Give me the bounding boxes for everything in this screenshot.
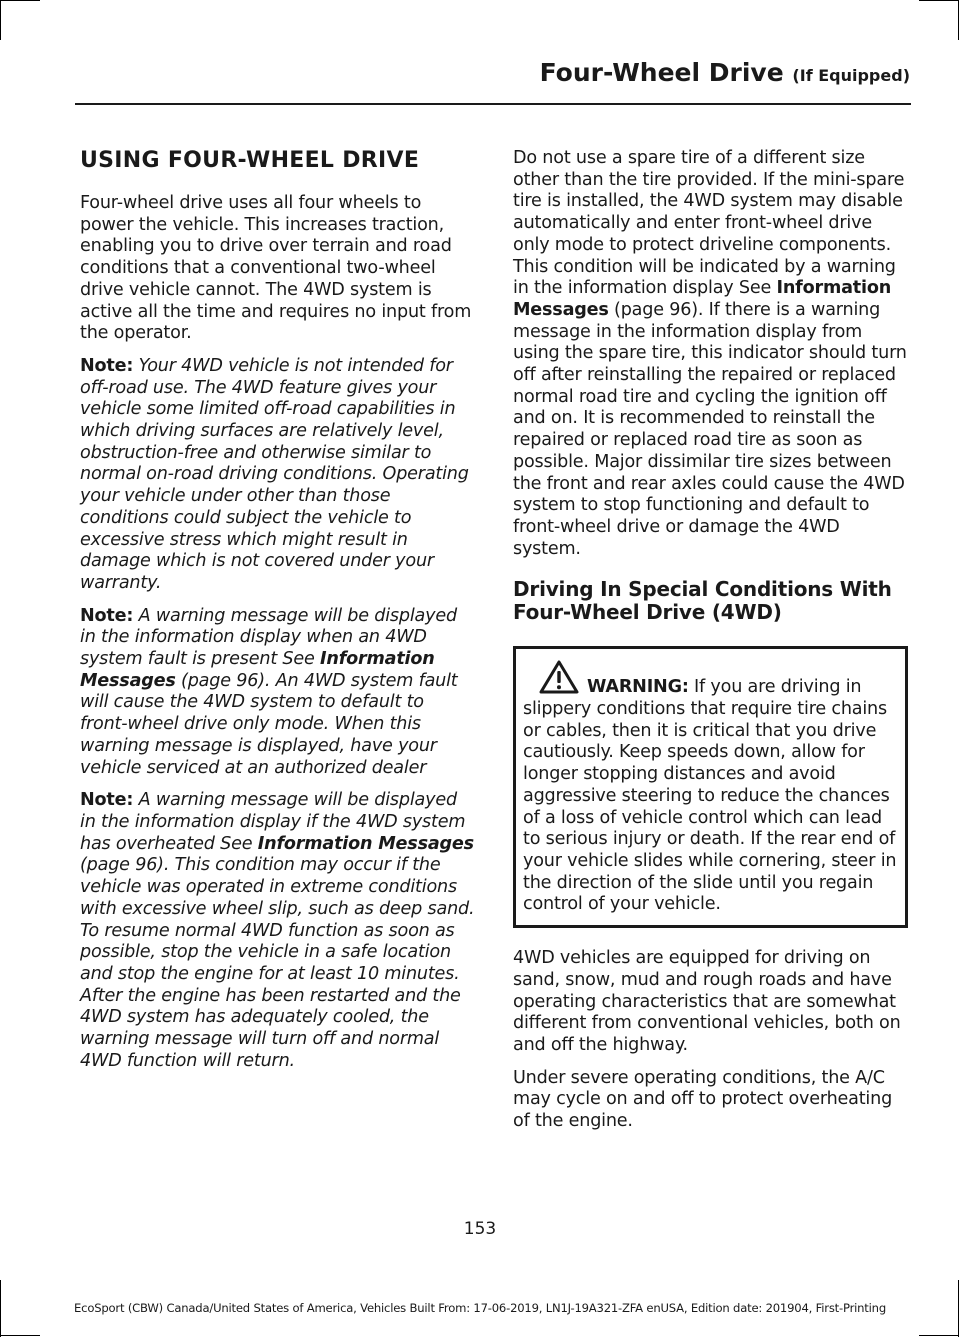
sand-snow-paragraph: 4WD vehicles are equipped for driving on sand, snow, mud and rough roads and have operating characteristics that are somewhat different from conventional vehicles, both on and off the highway. <box>513 948 901 1055</box>
right-column <box>513 148 908 1144</box>
spare-tire-paragraph <box>513 148 908 560</box>
warning-body: If you are driving in slippery conditions that require tire chains or cables, then it is critical that you drive cautiously. Keep speeds down, allow for longer stopping distances and avoid aggressive steering to reduce the chances of a loss of vehicle control which can lead to serious injury or death. If the rear end of your vehicle slides while cornering, steer in the direction of the slide until you regain control of your vehicle. <box>523 677 897 915</box>
paragraph-text: Do not use a spare tire of a different size other than the tire provided. If the mini-spare tire is installed, the 4WD system may disable automatically and enter front-wheel drive only mode to protect driveline components. This condition will be indicated by a warning in the information display See <box>513 148 905 299</box>
note-text: (page 96). An 4WD system fault will cause the 4WD system to default to front-wheel drive only mode. When this warning message is displayed, have your vehicle serviced at an authorized dealer <box>80 670 458 778</box>
paragraph-text: (page 96). If there is a warning message in the information display from using the spare tire, this indicator should turn off after reinstalling the repaired or replaced normal road tire and cycling the ignition off and on. It is recommended to reinstall the repaired or replaced road tire as soon as possible. Major dissimilar tire sizes between the front and rear axles could cause the 4WD system to stop functioning and default to front-wheel drive or damage the 4WD system. <box>513 299 907 559</box>
note-4wd-overheat <box>80 790 476 1072</box>
note-text: (page 96). This condition may occur if the vehicle was operated in extreme conditions with excessive wheel slip, such as deep sand. To resume normal 4WD function as soon as possible, stop the vehicle in a safe location and stop the engine for at least 10 minutes. After the engine has been restarted and the 4WD system has adequately cooled, the warning message will turn off and normal 4WD function will return. <box>80 855 475 1071</box>
note-4wd-offroad <box>80 356 476 595</box>
document-footer: EcoSport (CBW) Canada/United States of America, Vehicles Built From: 17-06-2019, LN1J-19A321-ZFA enUSA, Edition date: 201904, First-Printing <box>74 1301 886 1315</box>
crop-mark <box>0 0 1 40</box>
header-title-text: Four-Wheel Drive <box>539 58 784 87</box>
left-column <box>80 148 476 1083</box>
page-number: 153 <box>463 1219 497 1239</box>
warning-label: WARNING: <box>587 677 689 698</box>
intro-paragraph: Four-wheel drive uses all four wheels to power the vehicle. This increases traction, enabling you to drive over terrain and road conditions that a conventional two-wheel drive vehicle cannot. The 4WD system is active all the time and requires no input from the operator. <box>80 193 472 344</box>
section-heading: USING FOUR-WHEEL DRIVE <box>80 148 420 173</box>
note-text: Your 4WD vehicle is not intended for off-road use. The 4WD feature gives your vehicle some limited off-road capabilities in which driving surfaces are relatively level, obstruction-free and otherwise similar to normal on-road driving conditions. Operating your vehicle under other than those conditions could subject the vehicle to excessive stress which might result in damage which is not covered under your warranty. <box>80 355 469 593</box>
note-label: Note: <box>80 355 134 376</box>
ac-paragraph: Under severe operating conditions, the A/C may cycle on and off to protect overheating of the engine. <box>513 1067 893 1132</box>
page-header-title <box>540 58 910 87</box>
crop-mark <box>0 1335 40 1336</box>
crop-mark <box>958 0 959 40</box>
crop-mark <box>0 0 40 1</box>
subsection-heading: Driving In Special Conditions With Four-Wheel Drive (4WD) <box>513 577 892 625</box>
crop-mark <box>919 1335 959 1336</box>
information-messages-link[interactable]: Information Messages <box>513 278 892 320</box>
note-text: A warning message will be displayed in the information display when an 4WD system fault is present See <box>80 605 457 670</box>
information-messages-link[interactable]: Information Messages <box>257 833 474 854</box>
note-text: A warning message will be displayed in the information display if the 4WD system has overheated See <box>80 790 466 854</box>
note-4wd-fault <box>80 606 476 780</box>
header-subtitle: (If Equipped) <box>792 66 910 85</box>
warning-triangle-icon <box>538 659 580 695</box>
information-messages-link[interactable]: Information Messages <box>80 649 435 691</box>
note-label: Note: <box>80 790 134 811</box>
header-rule <box>75 103 911 105</box>
crop-mark <box>919 0 959 1</box>
note-label: Note: <box>80 605 134 626</box>
warning-box <box>513 646 908 928</box>
